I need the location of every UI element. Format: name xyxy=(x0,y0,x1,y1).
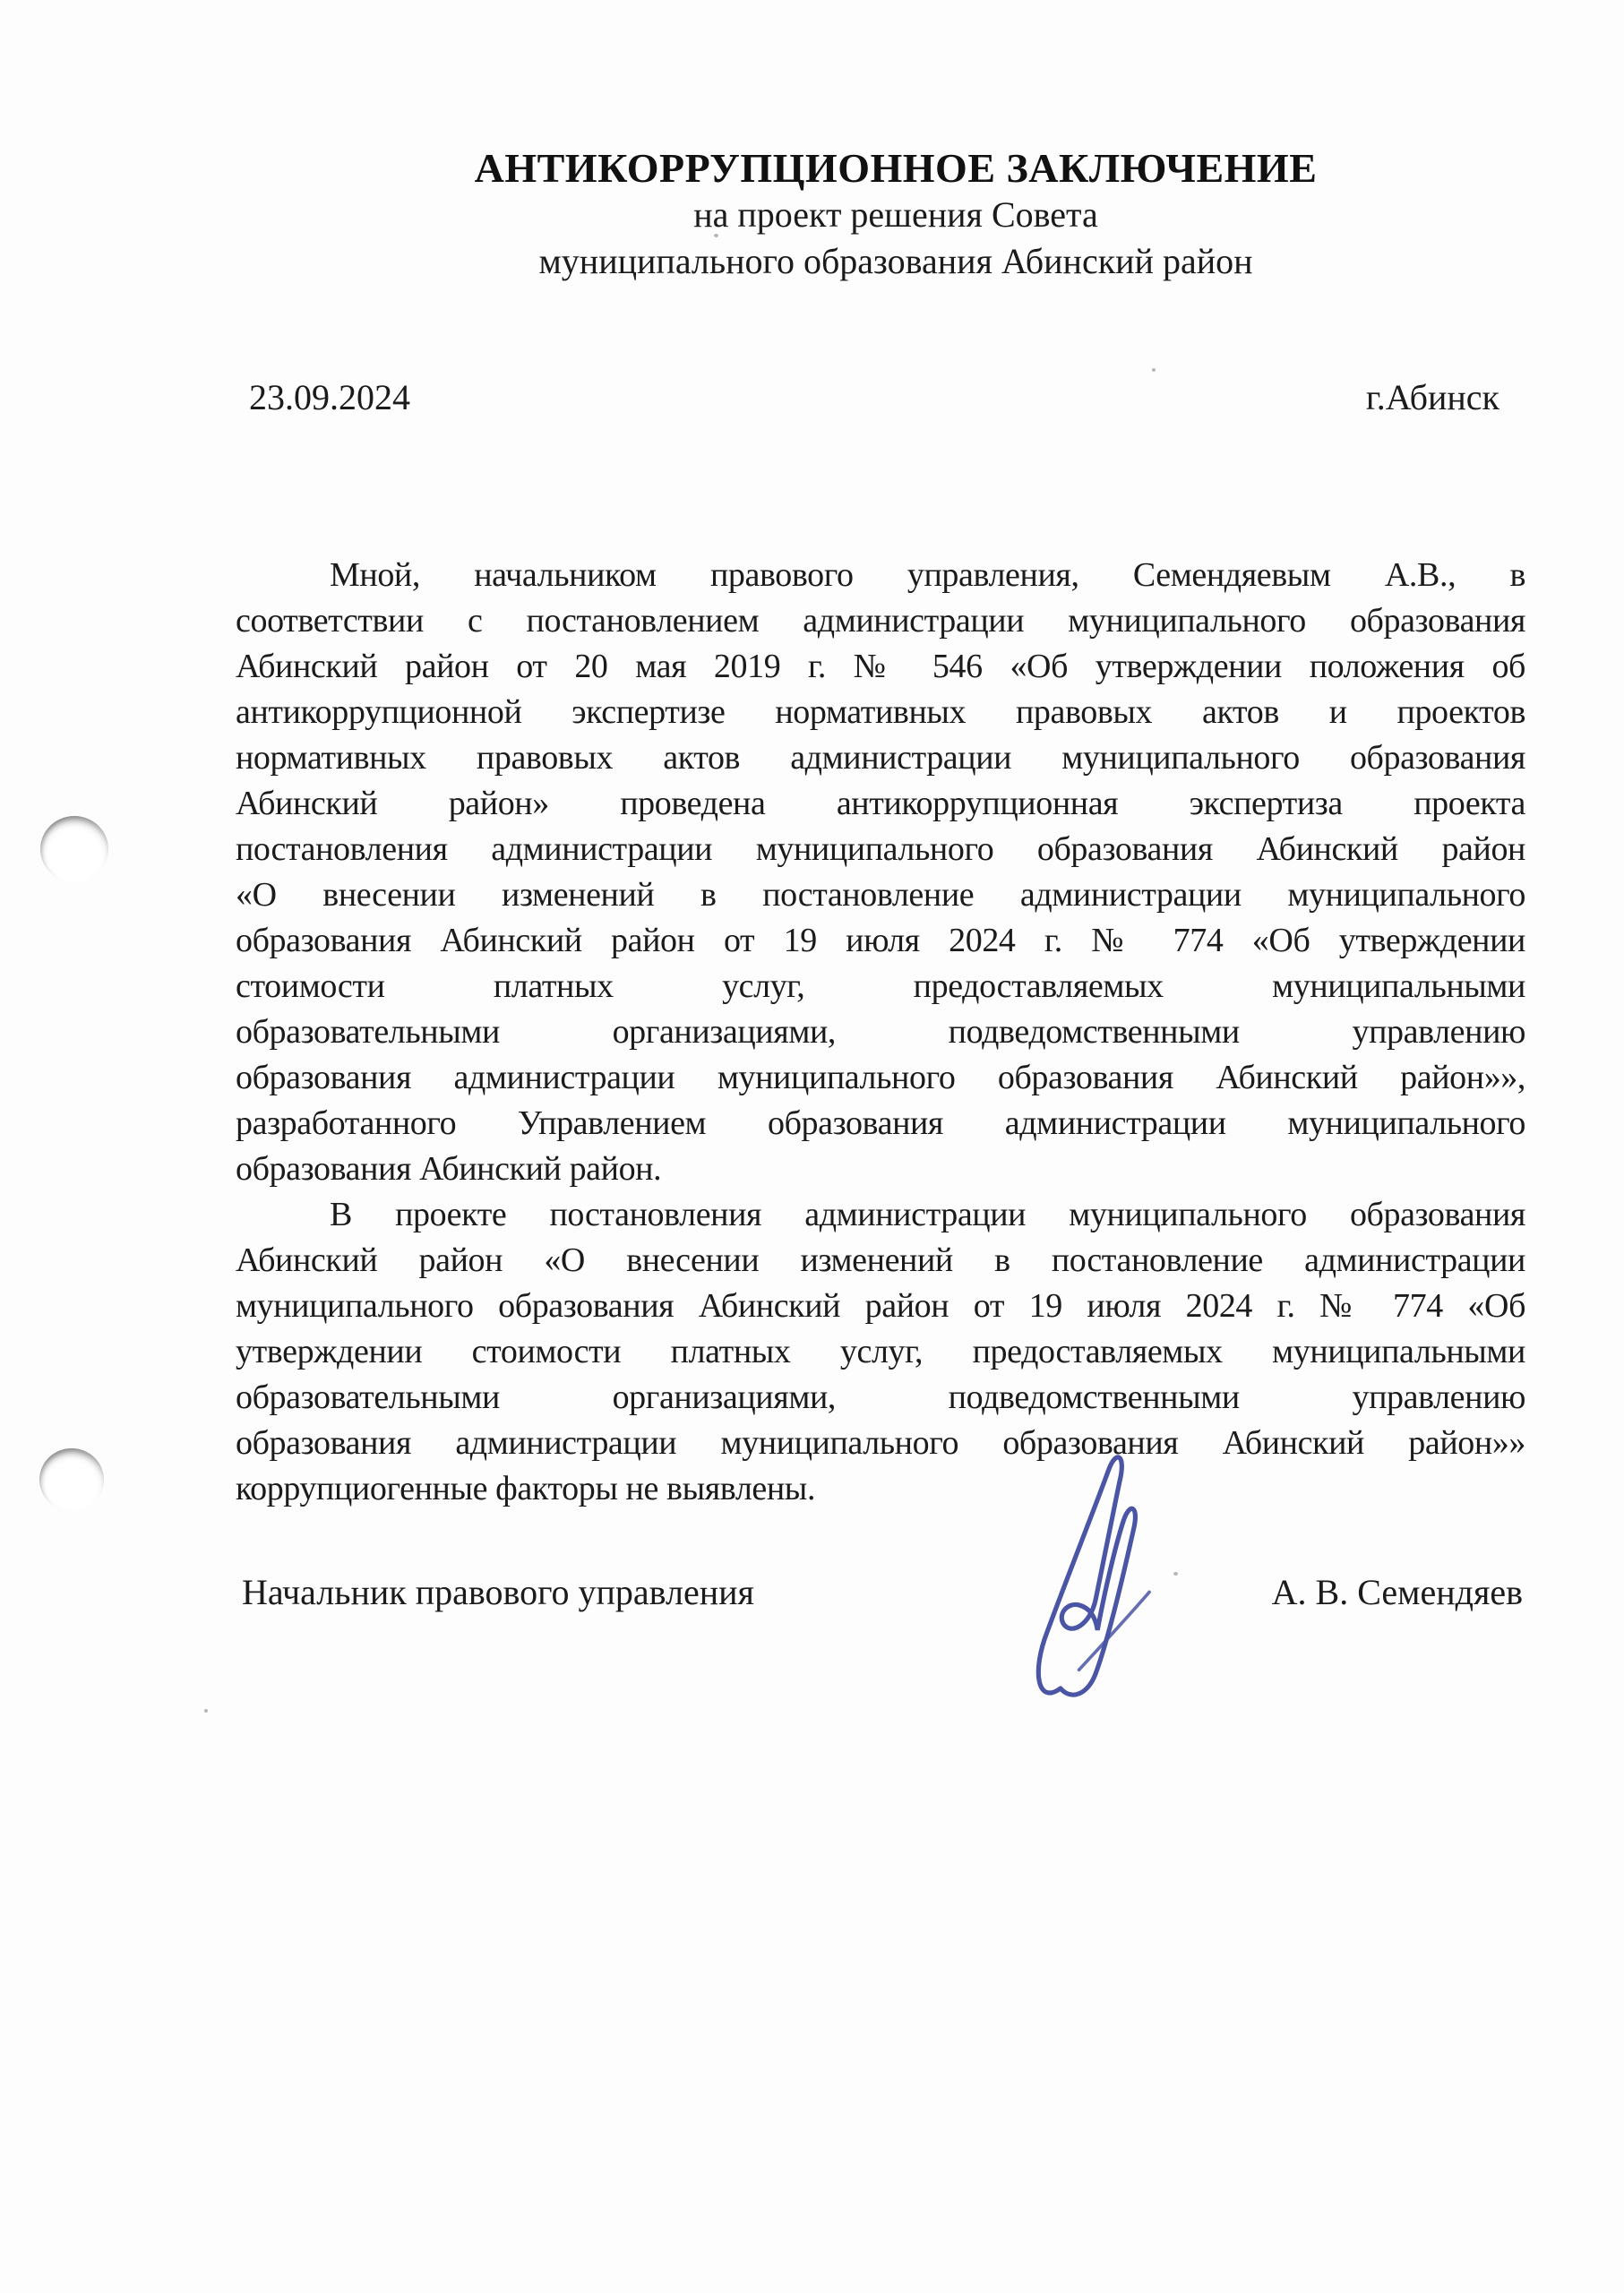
scan-speck xyxy=(714,234,718,237)
body-line: соответствии с постановлением администрации муниципального образования xyxy=(236,602,1525,640)
scan-speck xyxy=(204,1709,208,1713)
body-line: В проекте постановления администрации муниципального образования xyxy=(330,1196,1525,1233)
body-line: муниципального образования Абинский район от 19 июля 2024 г. № 774 «Об xyxy=(236,1287,1525,1325)
handwritten-signature-icon xyxy=(1010,1440,1172,1718)
document-subtitle-1: на проект решения Совета xyxy=(693,194,1098,235)
scan-speck xyxy=(1152,368,1156,372)
body-line: образования администрации муниципального образования Абинский район»», xyxy=(236,1059,1525,1096)
paragraph xyxy=(236,553,1525,1192)
body-line: Абинский район «О внесении изменений в постановление администрации xyxy=(236,1241,1525,1279)
punch-hole-bottom xyxy=(39,1448,104,1511)
body-line: «О внесении изменений в постановление администрации муниципального xyxy=(236,876,1525,914)
dateline xyxy=(249,374,1499,420)
body-line: утверждении стоимости платных услуг, предоставляемых муниципальными xyxy=(236,1333,1525,1370)
body-line: Абинский район от 20 мая 2019 г. № 546 «Об утверждении положения об xyxy=(236,648,1525,685)
body-line: Мной, начальником правового управления, Семендяевым А.В., в xyxy=(330,556,1525,594)
body-line: нормативных правовых актов администрации муниципального образования xyxy=(236,739,1525,777)
document-date: 23.09.2024 xyxy=(249,377,410,417)
document-subtitle-2: муниципального образования Абинский район xyxy=(538,241,1253,281)
body-line: разработанного Управлением образования администрации муниципального xyxy=(236,1104,1525,1142)
paragraph xyxy=(236,1192,1525,1512)
document-title: АНТИКОРРУПЦИОННОЕ ЗАКЛЮЧЕНИЕ xyxy=(474,145,1318,191)
signature-row xyxy=(242,1569,1523,1616)
signer-position-label: Начальник правового управления xyxy=(242,1572,754,1612)
document-header xyxy=(237,145,1554,285)
punch-hole-top xyxy=(40,816,108,882)
body-line: образования администрации муниципального образования Абинский район»» xyxy=(236,1424,1525,1462)
body-line: стоимости платных услуг, предоставляемых муниципальными xyxy=(236,967,1525,1005)
document-body xyxy=(236,553,1525,1512)
body-line: постановления администрации муниципального образования Абинский район xyxy=(236,830,1525,868)
document-place: г.Абинск xyxy=(1365,377,1499,417)
signer-name: А. В. Семендяев xyxy=(1271,1572,1523,1612)
body-line: коррупциогенные факторы не выявлены. xyxy=(236,1470,816,1507)
body-line: образования Абинский район от 19 июля 2024 г. № 774 «Об утверждении xyxy=(236,922,1525,959)
scan-speck xyxy=(1173,1572,1178,1576)
body-line: образовательными организациями, подведомственными управлению xyxy=(236,1013,1525,1051)
body-line: антикоррупционной экспертизе нормативных правовых актов и проектов xyxy=(236,693,1525,731)
body-line: Абинский район» проведена антикоррупционная экспертиза проекта xyxy=(236,785,1525,822)
body-line: образования Абинский район. xyxy=(236,1150,662,1188)
body-line: образовательными организациями, подведомственными управлению xyxy=(236,1378,1525,1416)
